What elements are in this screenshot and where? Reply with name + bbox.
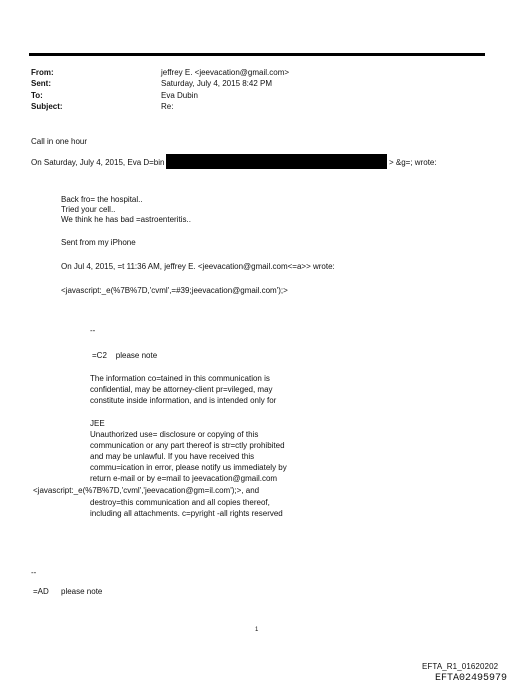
sent-from-line: Sent from my iPhone — [61, 238, 136, 247]
sent-value: Saturday, July 4, 2015 8:42 PM — [161, 79, 273, 88]
confidential-line: confidential, may be attorney-client pr=vileged, may — [90, 385, 273, 394]
unauthorized-line: commu=ication in error, please notify us immediately by — [90, 463, 287, 472]
redaction-box — [166, 154, 387, 169]
reply-line: Back fro= the hospital.. — [61, 195, 143, 204]
sent-label: Sent: — [31, 79, 51, 88]
destroy-line: destroy=this communication and all copies thereof, — [90, 498, 270, 507]
bates-number-1: EFTA_R1_01620202 — [422, 662, 499, 671]
header-rule — [29, 53, 485, 56]
unauthorized-line: and may be unlawful. If you have received this — [90, 452, 255, 461]
javascript-link-2-row — [33, 485, 259, 496]
javascript-link-1[interactable]: <javascript:_e(%7B%7D,'cvml',=#39;jeevacation@gmail.com');> — [61, 286, 288, 295]
nested-quote-intro: On Jul 4, 2015, =t 11:36 AM, jeffrey E. <jeevacation@gmail.com<=a>> wrote: — [61, 262, 335, 271]
c2-note-line: =C2 please note — [92, 351, 158, 360]
javascript-link-2[interactable]: <javascript:_e(%7B%7D,'cvml','jeevacation@gm=il.com');> — [33, 486, 242, 495]
page-number: 1 — [255, 627, 259, 633]
body-line-call: Call in one hour — [31, 137, 88, 146]
ad-label: =AD — [33, 587, 49, 596]
subject-label: Subject: — [31, 102, 63, 111]
subject-value: Re: — [161, 102, 174, 111]
to-label: To: — [31, 91, 43, 100]
signature-dashes-2: -- — [31, 568, 37, 577]
signature-dashes: -- — [90, 326, 96, 335]
from-label: From: — [31, 68, 54, 77]
javascript-link-2-suffix: , and — [241, 486, 260, 495]
jee-label: JEE — [90, 419, 105, 428]
confidential-line: constitute inside information, and is intended only for — [90, 396, 277, 405]
reply-line: Tried your cell.. — [61, 205, 116, 214]
bates-number-2: EFTA02495979 — [435, 673, 508, 684]
destroy-line: including all attachments. c=pyright -all rights reserved — [90, 509, 283, 518]
reply-line: We think he has bad =astroenteritis.. — [61, 215, 191, 224]
unauthorized-line: communication or any part thereof is str=ctly prohibited — [90, 441, 285, 450]
unauthorized-line: return e-mail or by e=mail to jeevacation@gmail.com — [90, 474, 278, 483]
to-value: Eva Dubin — [161, 91, 198, 100]
confidential-line: The information co=tained in this communication is — [90, 374, 270, 383]
from-value: jeffrey E. <jeevacation@gmail.com> — [161, 68, 290, 77]
quote-intro-suffix: > &g=; wrote: — [389, 158, 437, 167]
quote-intro-prefix: On Saturday, July 4, 2015, Eva D=bin — [31, 158, 165, 167]
ad-text: please note — [61, 587, 103, 596]
unauthorized-line: Unauthorized use= disclosure or copying of this — [90, 430, 259, 439]
